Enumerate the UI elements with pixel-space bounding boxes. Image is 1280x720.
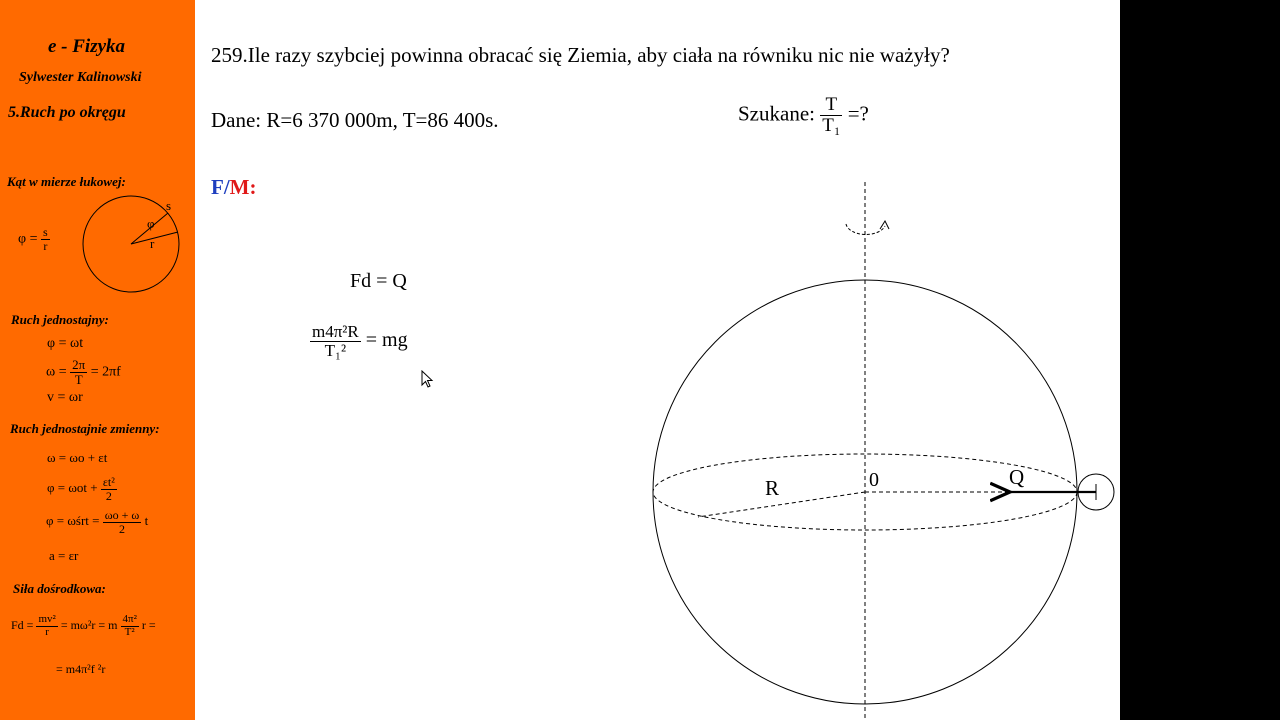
center-label: 0	[869, 469, 879, 491]
sidebar-title: e - Fizyka	[48, 36, 126, 57]
sought-quantity: Szukane: $\frac{T}{\text{T₁}}$ =?	[738, 94, 869, 136]
force-label-Q: Q	[1009, 465, 1025, 489]
centripetal-force-formula: Fd = $\frac{\text{mv²}}{r}$ = mω²r = m $\frac{\text{4π²}}{\text{T²}}$ r =	[11, 613, 156, 638]
varying-formula-3: φ = ωśrt = $\frac{\omega o + \omega}{2}$ t	[46, 508, 149, 536]
fm-label: F/M:	[211, 175, 257, 199]
varying-formula-4: a = εr	[49, 548, 79, 563]
equation-force-balance: Fd = Q	[350, 270, 407, 292]
radius-label-R: R	[765, 476, 780, 500]
sidebar-author: Sylwester Kalinowski	[19, 70, 142, 85]
uniform-heading: Ruch jednostajny:	[11, 312, 109, 327]
force-heading: Siła dośrodkowa:	[13, 581, 106, 596]
given-data: Dane: R=6 370 000m, T=86 400s.	[211, 108, 499, 132]
centripetal-force-formula-2: = m4π²f ²r	[56, 662, 106, 676]
radius-label: r	[150, 236, 155, 251]
uniform-formula-2: ω = $\frac{2\pi}{T}$ = 2πf	[46, 357, 121, 387]
angle-label: φ	[147, 216, 155, 231]
sidebar-chapter: 5.Ruch po okręgu	[8, 104, 126, 121]
radius-line	[698, 492, 865, 517]
varying-formula-1: ω = ωo + εt	[47, 450, 108, 465]
angle-formula: φ = $\frac{s}{r}$	[18, 225, 48, 253]
varying-formula-2: φ = ωot + $\frac{\text{εt²}}{2}$	[47, 475, 115, 503]
varying-heading: Ruch jednostajnie zmienny:	[10, 421, 160, 436]
uniform-formula-1: φ = ωt	[47, 336, 84, 351]
arc-label: s	[166, 198, 172, 213]
problem-question: 259.Ile razy szybciej powinna obracać się Ziemia, aby ciała na równiku nic nie ważyły?	[211, 43, 950, 67]
equation-substituted: $\frac{\text{m4π²R}}{\text{T₁²}}$ = mg	[312, 322, 408, 360]
uniform-formula-3: v = ωr	[47, 390, 83, 405]
angle-heading: Kąt w mierze łukowej:	[7, 174, 126, 189]
